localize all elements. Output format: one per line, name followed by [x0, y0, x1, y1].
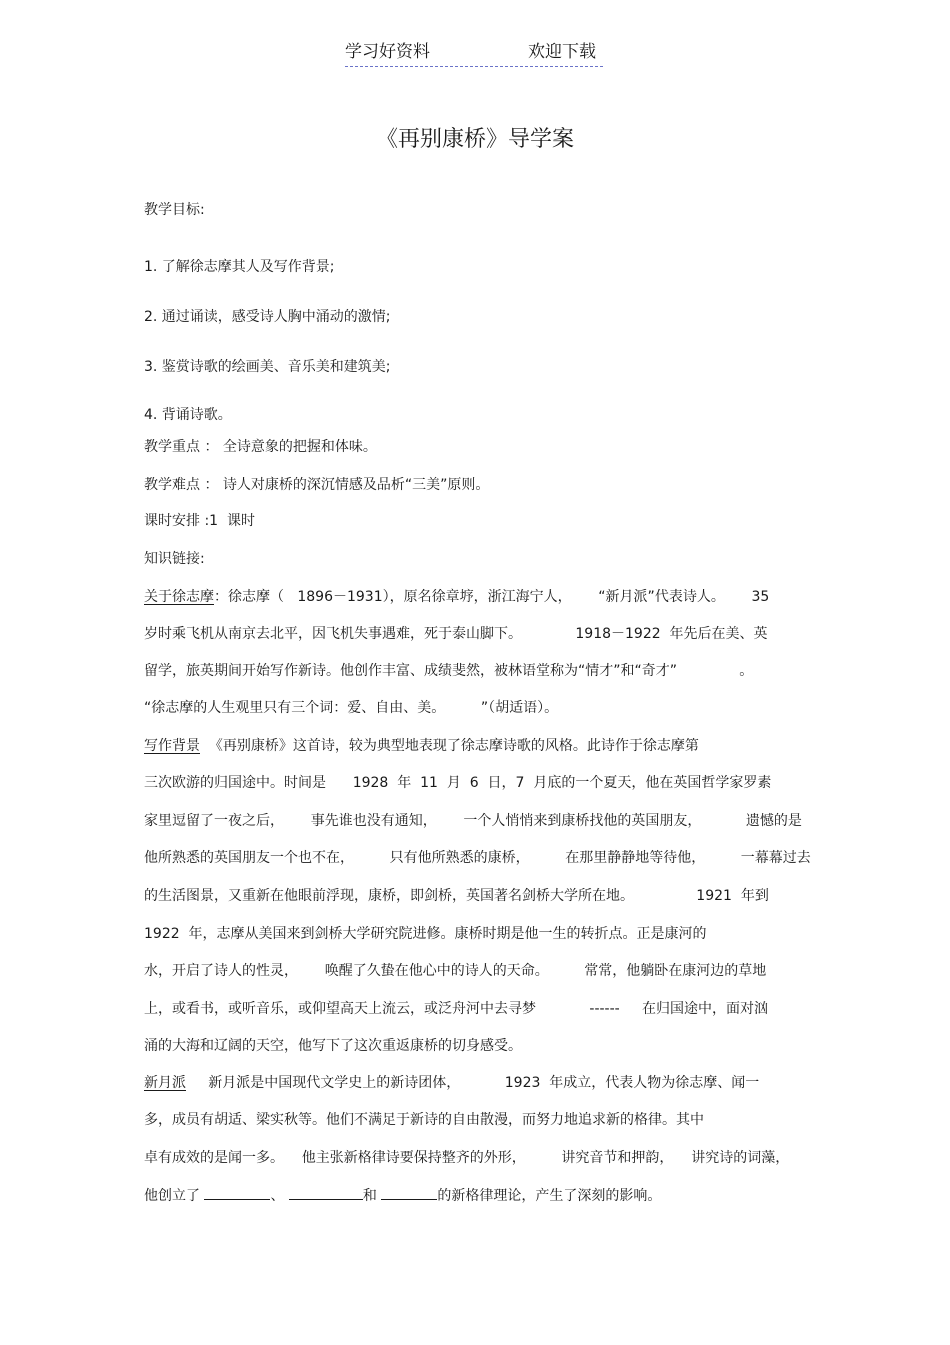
- fill-blank-1[interactable]: [204, 1185, 270, 1200]
- background-line-7: 水，开启了诗人的性灵， 唤醒了久蛰在他心中的诗人的天命。 常常，他躺卧在康河边的草地: [144, 963, 767, 979]
- background-line-9: 涌的大海和辽阔的天空，他写下了这次重返康桥的切身感受。: [144, 1038, 522, 1054]
- objectives-heading: 教学目标:: [144, 202, 205, 218]
- crescent-line-2: 多，成员有胡适、梁实秋等。他们不满足于新诗的自由散漫，而努力地追求新的格律。其中: [144, 1112, 704, 1128]
- crescent-label: 新月派: [144, 1075, 186, 1091]
- knowledge-heading: 知识链接:: [144, 551, 205, 567]
- page-header: [345, 40, 603, 67]
- crescent-last-suffix: 的新格律理论，产生了深刻的影响。: [437, 1188, 662, 1204]
- author-line-4: “徐志摩的人生观里只有三个词：爱、自由、美。 ”（胡适语）。: [144, 700, 559, 716]
- fill-blank-2[interactable]: [289, 1185, 363, 1200]
- background-line-4: 他所熟悉的英国朋友一个也不在， 只有他所熟悉的康桥， 在那里静静地等待他， 一幕幕过去: [144, 850, 811, 866]
- background-line-1: [144, 736, 699, 756]
- author-line-1: [144, 587, 769, 607]
- crescent-line-4: [144, 1185, 661, 1206]
- background-line-2: 三次欧游的归国途中。时间是 1928 年 11 月 6 日，7 月底的一个夏天，他在英国哲学家罗素: [144, 775, 772, 791]
- objective-item-3: 3. 鉴赏诗歌的绘画美、音乐美和建筑美;: [144, 359, 391, 375]
- key-point: 教学重点 ： 全诗意象的把握和体味。: [144, 439, 377, 455]
- background-line-8: 上，或看书，或听音乐，或仰望高天上流云，或泛舟河中去寻梦 ------ 在归国途中，面对汹: [144, 1001, 768, 1017]
- background-line-3: 家里逗留了一夜之后， 事先谁也没有通知， 一个人悄悄来到康桥找他的英国朋友， 遗憾的是: [144, 813, 802, 829]
- fill-blank-3[interactable]: [381, 1185, 437, 1200]
- background-line-5: 的生活图景，又重新在他眼前浮现，康桥，即剑桥，英国著名剑桥大学所在地。 1921 年到: [144, 888, 769, 904]
- author-line-3: 留学，旅英期间开始写作新诗。他创作丰富、成绩斐然，被林语堂称为“情才”和“奇才” 。: [144, 663, 754, 679]
- crescent-line-1: [144, 1073, 759, 1093]
- background-line-6: 1922 年，志摩从美国来到剑桥大学研究院进修。康桥时期是他一生的转折点。正是康河的: [144, 926, 707, 942]
- header-right-text: 欢迎下载: [528, 42, 596, 62]
- schedule: 课时安排 :1 课时: [144, 513, 255, 529]
- author-label: 关于徐志摩: [144, 589, 214, 605]
- crescent-text-1: 新月派是中国现代文学史上的新诗团体， 1923 年成立，代表人物为徐志摩、闻一: [186, 1075, 760, 1091]
- difficulty: 教学难点 ： 诗人对康桥的深沉情感及品析“三美”原则。: [144, 477, 490, 493]
- objective-item-2: 2. 通过诵读，感受诗人胸中涌动的激情;: [144, 309, 391, 325]
- document-title: 《再别康桥》导学案: [375, 127, 574, 152]
- author-line-2: 岁时乘飞机从南京去北平，因飞机失事遇难，死于泰山脚下。 1918－1922 年先后在美、英: [144, 626, 768, 642]
- author-text-1: ：徐志摩（ 1896－1931），原名徐章垿，浙江海宁人， “新月派”代表诗人。 35: [214, 589, 770, 605]
- crescent-last-prefix: 他创立了: [144, 1188, 205, 1204]
- crescent-line-3: 卓有成效的是闻一多。 他主张新格律诗要保持整齐的外形， 讲究音节和押韵， 讲究诗的词藻，: [144, 1150, 790, 1166]
- background-text-1: 《再别康桥》这首诗，较为典型地表现了徐志摩诗歌的风格。此诗作于徐志摩第: [200, 738, 699, 754]
- objective-item-4: 4. 背诵诗歌。: [144, 407, 232, 423]
- objective-item-1: 1. 了解徐志摩其人及写作背景;: [144, 259, 335, 275]
- blank-separator-2: 和: [362, 1188, 382, 1204]
- header-left-text: 学习好资料: [345, 42, 430, 62]
- blank-separator-1: 、: [270, 1188, 289, 1204]
- background-label: 写作背景: [144, 738, 200, 754]
